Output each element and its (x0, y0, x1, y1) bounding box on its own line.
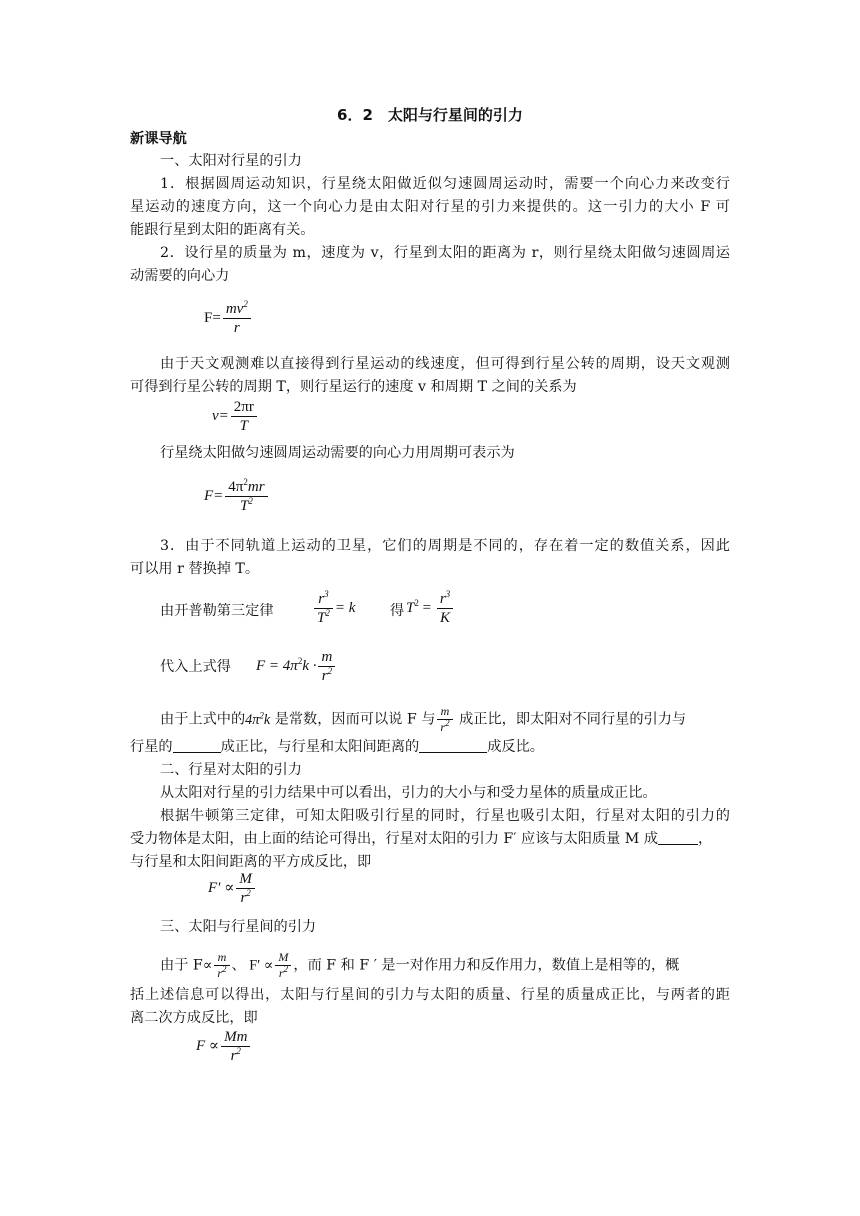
substitution-label: 代入上式得 (160, 659, 231, 675)
section1-heading: 一、太阳对行星的引力 (160, 153, 302, 169)
paragraph-text: 可得到行星公转的周期 T，则行星运行的速度 v 和周期 T 之间的关系为 (130, 379, 577, 395)
paragraph-text: 括上述信息可以得出，太阳与行星间的引力与太阳的质量、行星的质量成正比，与两者的距 (130, 987, 730, 1003)
page-title: 6．2 太阳与行星间的引力 (337, 106, 523, 124)
paragraph-text: 与行星和太阳间距离的平方成反比，即 (130, 854, 372, 870)
equation-substitution: $F = 4\pi^2k$ · $\frac{m}{r^2}$ (256, 648, 337, 685)
equation-kepler-third-law: $\frac{r^3}{T^2}$ = k (312, 590, 355, 627)
paragraph-text: 从太阳对行星的引力结果中可以看出，引力的大小与和受力星体的质量成正比。 (160, 785, 657, 801)
paragraph-text: 1．根据圆周运动知识，行星绕太阳做近似匀速圆周运动时，需要一个向心力来改变行 (160, 176, 730, 192)
paragraph-text: 2．设行星的质量为 m，速度为 v，行星到太阳的距离为 r，则行星绕太阳做匀速圆周运 (160, 245, 730, 261)
equation-centripetal-force: F= $\frac{mv^2}{r}$ (204, 300, 253, 337)
blank-line[interactable] (173, 738, 221, 753)
equation-velocity-period: v= $\frac{2\pi r}{T}$ (212, 398, 259, 435)
paragraph-text: 行星的 成正比，与行星和太阳间距离的 成反比。 (130, 739, 544, 755)
paragraph-text: 受力物体是太阳，由上面的结论可得出，行星对太阳的引力 F′ 应该与太阳质量 M 成 ， (130, 831, 713, 847)
kepler-then-label: 得 (390, 603, 405, 619)
paragraph-text: 由于上式中的$4\pi^2k$ 是常数，因而可以说 F 与 $\frac{m}{r^2}$ 成正比，即太阳对不同行星的引力与 (160, 704, 687, 734)
paragraph-text: 能跟行星到太阳的距离有关。 (130, 222, 315, 238)
paragraph-text: 离二次方成反比，即 (130, 1010, 258, 1026)
blank-line[interactable] (658, 830, 698, 845)
paragraph-text: 动需要的向心力 (130, 268, 230, 284)
paragraph-text: 由于 F∝ $\frac{m}{r^2}$ 、 F′ ∝ $\frac{M}{r^2}$ ，而 F 和 F ′ 是一对作用力和反作用力，数值上是相等的，概 (160, 950, 680, 980)
equation-period-squared: $T^2$ = $\frac{r^3}{K}$ (406, 590, 455, 627)
section2-heading: 二、行星对太阳的引力 (160, 762, 302, 778)
paragraph-text: 根据牛顿第三定律，可知太阳吸引行星的同时，行星也吸引太阳，行星对太阳的引力的 (160, 808, 730, 824)
paragraph-text: 3．由于不同轨道上运动的卫星，它们的周期是不同的，存在着一定的数值关系，因此 (160, 538, 730, 554)
paragraph-text: 可以用 r 替换掉 T。 (130, 561, 260, 577)
nav-heading: 新课导航 (130, 131, 187, 147)
blank-line[interactable] (419, 738, 487, 753)
paragraph-text: 行星绕太阳做匀速圆周运动需要的向心力用周期可表示为 (160, 445, 515, 461)
section3-heading: 三、太阳与行星间的引力 (160, 919, 317, 935)
paragraph-text: 星运动的速度方向，这一个向心力是由太阳对行星的引力来提供的。这一引力的大小 F 可 (130, 199, 730, 215)
equation-planet-on-sun: F′ ∝ $\frac{M}{r^2}$ (208, 870, 257, 907)
paragraph-text: 由于天文观测难以直接得到行星运动的线速度，但可得到行星公转的周期，设天文观测 (160, 356, 730, 372)
equation-universal-gravitation: F ∝ $\frac{Mm}{r^2}$ (196, 1028, 252, 1065)
kepler-label: 由开普勒第三定律 (160, 603, 274, 619)
equation-force-period: F= $\frac{4\pi^2mr}{T^2}$ (204, 478, 270, 515)
